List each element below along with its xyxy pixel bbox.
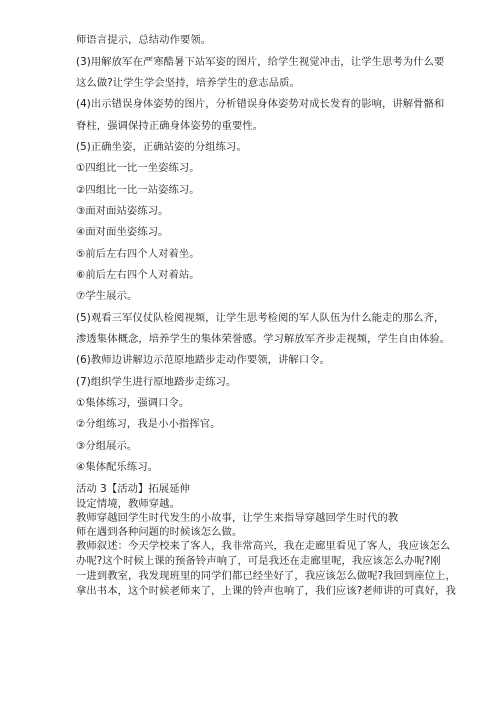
text-line: ②分组练习，我是小小指挥官。 (76, 418, 221, 430)
text-line: 渗透集体概念，培养学生的集体荣誉感。学习解放军齐步走视频，学生自由体验。 (76, 333, 451, 345)
text-line: 拿出书本，这个时候老师来了，上课的铃声也响了，我们应该?老师讲的可真好，我 (76, 585, 456, 597)
text-line: 办呢?这个时候上课的预备铃声响了，可是我还在走廊里呢，我应该怎么办呢?刚 (76, 555, 441, 567)
text-line: ⑥前后左右四个人对着站。 (76, 269, 200, 281)
text-line: 一进到教室，我发现班里的同学们都已经坐好了，我应该怎么做呢?我回到座位上， (76, 570, 456, 582)
text-line: (6)教师边讲解边示范原地踏步走动作要领，讲解口令。 (76, 354, 331, 366)
text-line: ③面对面站姿练习。 (76, 205, 169, 217)
text-line: ⑤前后左右四个人对着坐。 (76, 248, 200, 260)
text-line: ①集体练习，强调口令。 (76, 397, 190, 409)
text-line: 这么做?让学生学会坚持，培养学生的意志品质。 (76, 77, 300, 89)
text-line: 设定情境，教师穿越。 (76, 498, 180, 510)
text-line: 脊柱，强调保持正确身体姿势的重要性。 (76, 120, 264, 132)
text-line: ④面对面坐姿练习。 (76, 226, 169, 238)
section-heading: 活动 3【活动】拓展延伸 (76, 483, 190, 495)
text-line: ①四组比一比一坐姿练习。 (76, 162, 200, 174)
text-line: (7)组织学生进行原地踏步走练习。 (76, 376, 237, 388)
text-line: (3)用解放军在严寒酷暑下站军姿的图片，给学生视觉冲击，让学生思考为什么要 (76, 56, 445, 68)
text-line: ③分组展示。 (76, 440, 138, 452)
text-line: (5)正确坐姿，正确站姿的分组练习。 (76, 141, 247, 153)
text-line: ②四组比一比一站姿练习。 (76, 184, 200, 196)
text-line: ④集体配乐练习。 (76, 461, 159, 473)
text-line: 师语言提示，总结动作要领。 (76, 34, 212, 46)
text-line: 师在遇到各种问题的时候该怎么做。 (76, 526, 243, 538)
text-line: (5)观看三军仪仗队检阅视频，让学生思考检阅的军人队伍为什么能走的那么齐， (76, 312, 445, 324)
text-line: (4)出示错误身体姿势的图片，分析错误身体姿势对成长发育的影响，讲解骨骼和 (76, 98, 445, 110)
text-line: 教师穿越回学生时代发生的小故事，让学生来指导穿越回学生时代的教 (76, 512, 399, 524)
text-line: 教师叙述：今天学校来了客人，我非常高兴，我在走廊里看见了客人，我应该怎么 (76, 540, 451, 552)
text-line: ⑦学生展示。 (76, 290, 138, 302)
